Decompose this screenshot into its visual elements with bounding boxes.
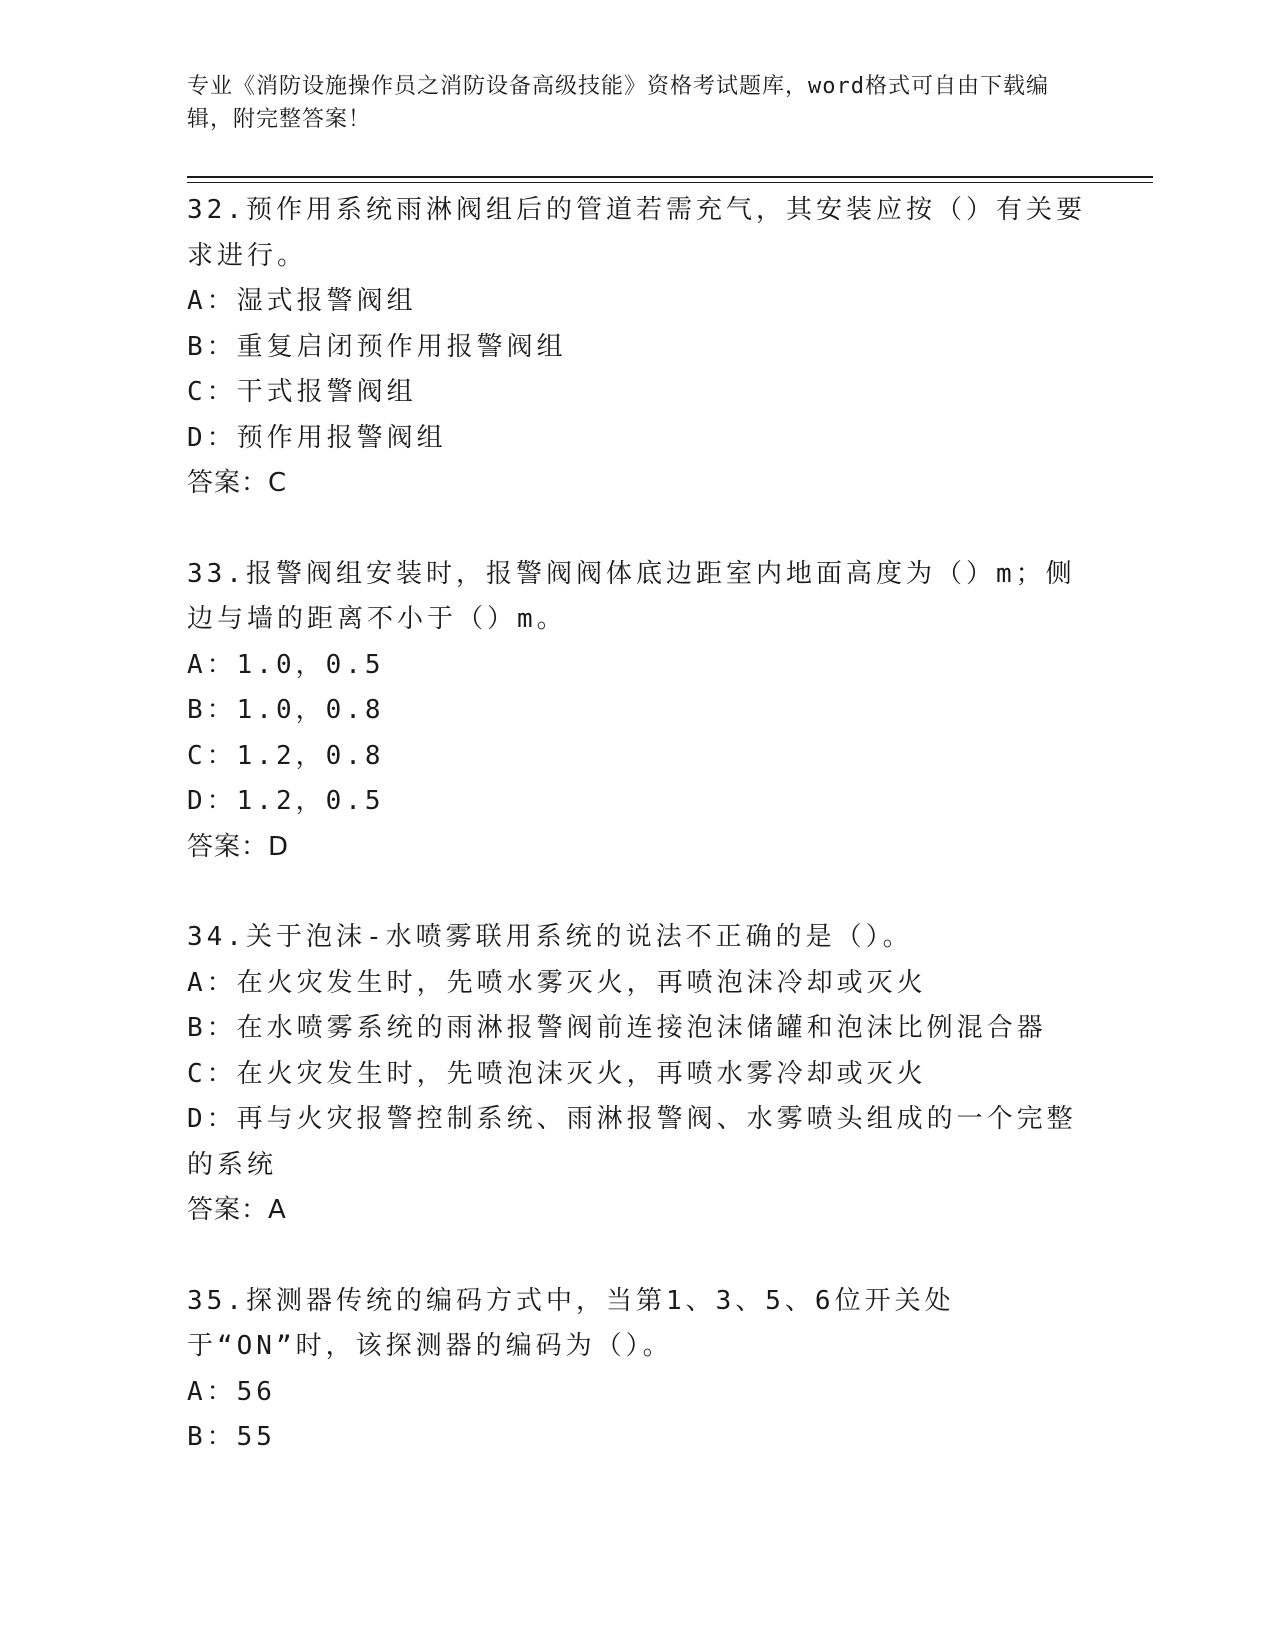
option-a: A：1.0，0.5 bbox=[187, 649, 385, 680]
question-33 bbox=[187, 552, 1087, 871]
option-d: D：1.2，0.5 bbox=[187, 786, 385, 816]
question-32 bbox=[187, 188, 1087, 507]
option-a: A：湿式报警阀组 bbox=[187, 286, 417, 316]
question-stem: 34.关于泡沫-水喷雾联用系统的说法不正确的是（）。 bbox=[187, 922, 913, 952]
header-divider-thick bbox=[187, 176, 1153, 178]
option-b: B：在水喷雾系统的雨淋报警阀前连接泡沫储罐和泡沫比例混合器 bbox=[187, 1013, 1047, 1043]
question-35 bbox=[187, 1279, 1087, 1461]
option-b: B：1.0，0.8 bbox=[187, 695, 385, 725]
header-divider-thin bbox=[187, 182, 1153, 183]
option-c: C：在火灾发生时，先喷泡沫灭火，再喷水雾冷却或灭火 bbox=[187, 1058, 927, 1089]
question-34 bbox=[187, 915, 1087, 1234]
header-note: 专业《消防设施操作员之消防设备高级技能》资格考试题库，word格式可自由下载编辑，附完整答案！ bbox=[187, 74, 1049, 132]
option-b: B：重复启闭预作用报警阀组 bbox=[187, 331, 567, 362]
option-a: A：在火灾发生时，先喷水雾灭火，再喷泡沫冷却或灭火 bbox=[187, 967, 927, 998]
answer: 答案：C bbox=[187, 468, 288, 498]
option-b: B：55 bbox=[187, 1422, 276, 1452]
question-stem: 32.预作用系统雨淋阀组后的管道若需充气，其安装应按（）有关要求进行。 bbox=[187, 195, 1086, 271]
option-c: C：1.2，0.8 bbox=[187, 740, 385, 771]
question-stem: 35.探测器传统的编码方式中，当第1、3、5、6位开关处于“ON”时，该探测器的编码为（）。 bbox=[187, 1285, 955, 1361]
option-d: D：再与火灾报警控制系统、雨淋报警阀、水雾喷头组成的一个完整的系统 bbox=[187, 1104, 1077, 1180]
answer: 答案：A bbox=[187, 1195, 287, 1225]
question-list bbox=[187, 188, 1087, 1506]
answer: 答案：D bbox=[187, 831, 290, 862]
option-c: C：干式报警阀组 bbox=[187, 377, 417, 407]
option-a: A：56 bbox=[187, 1376, 276, 1407]
question-stem: 33.报警阀组安装时，报警阀阀体底边距室内地面高度为（）m；侧边与墙的距离不小于（）m。 bbox=[187, 558, 1076, 634]
option-d: D：预作用报警阀组 bbox=[187, 422, 447, 453]
